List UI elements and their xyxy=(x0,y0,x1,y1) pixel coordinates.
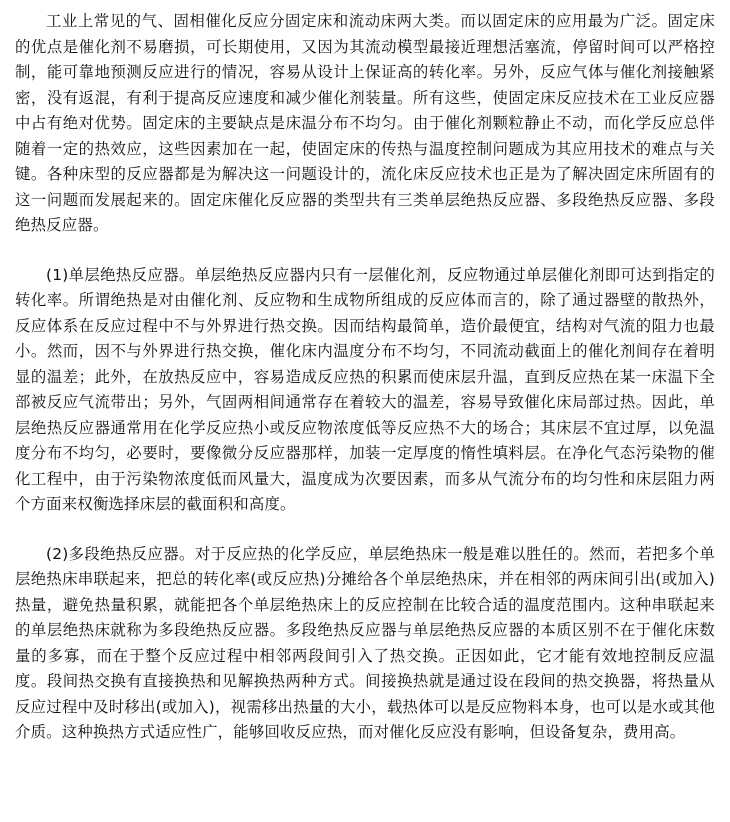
paragraph-fixed-bed-intro: 工业上常见的气、固相催化反应分固定床和流动床两大类。而以固定床的应用最为广泛。固定床的优点是催化剂不易磨损，可长期使用，又因为其流动模型最接近理想活塞流，停留时间可以严格控制，能可靠地预测反应进行的情况，容易从设计上保证高的转化率。另外，反应气体与催化剂接触紧密，没有返混，有利于提高反应速度和减少催化剂装量。所有这些，使固定床反应技术在工业反应器中占有绝对优势。固定床的主要缺点是床温分布不均匀。由于催化剂颗粒静止不动，而化学反应总伴随着一定的热效应，这些因素加在一起，使固定床的传热与温度控制问题成为其应用技术的难点与关键。各种床型的反应器都是为解决这一问题设计的，流化床反应技术也正是为了解决固定床所固有的这一问题而发展起来的。固定床催化反应器的类型共有三类单层绝热反应器、多段绝热反应器、多段绝热反应器。 xyxy=(15,12,715,234)
document-body xyxy=(15,9,715,746)
paragraph-single-layer-adiabatic: (1)单层绝热反应器。单层绝热反应器内只有一层催化剂，反应物通过单层催化剂即可达到指定的转化率。所谓绝热是对由催化剂、反应物和生成物所组成的反应体而言的，除了通过器壁的散热外，反应体系在反应过程中不与外界进行热交换。因而结构最简单，造价最便宜，结构对气流的阻力也最小。然而，因不与外界进行热交换，催化床内温度分布不均匀，不同流动截面上的催化剂间存在着明显的温差；此外，在放热反应中，容易造成反应热的积累而使床层升温，直到反应热在某一床温下全部被反应气流带出；另外，气固两相间通常存在着较大的温差，容易导致催化床局部过热。因此，单层绝热反应器通常用在化学反应热小或反应物浓度低等反应热不大的场合；其床层不宜过厚，以免温度分布不均匀，必要时，要像微分反应器那样，加装一定厚度的惰性填料层。在净化气态污染物的催化工程中，由于污染物浓度低而风量大，温度成为次要因素，而多从气流分布的均匀性和床层阻力两个方面来权衡选择床层的截面积和高度。 xyxy=(15,265,715,513)
paragraph-multi-stage-adiabatic: (2)多段绝热反应器。对于反应热的化学反应，单层绝热床一般是难以胜任的。然而，若把多个单层绝热床串联起来，把总的转化率(或反应热)分摊给各个单层绝热床，并在相邻的两床间引出(或加入)热量，避免热量积累，就能把各个单层绝热床上的反应控制在比较合适的温度范围内。这种串联起来的单层绝热床就称为多段绝热反应器。多段绝热反应器与单层绝热反应器的本质区别不在于催化床数量的多寡，而在于整个反应过程中相邻两段间引入了热交换。正因如此，它才能有效地控制反应温度。段间热交换有直接换热和见解换热两种方式。间接换热就是通过设在段间的热交换器，将热量从反应过程中及时移出(或加入)，视需移出热量的大小，载热体可以是反应物料本身，也可以是水或其他介质。这种换热方式适应性广，能够回收反应热，而对催化反应没有影响，但设备复杂，费用高。 xyxy=(15,544,715,741)
